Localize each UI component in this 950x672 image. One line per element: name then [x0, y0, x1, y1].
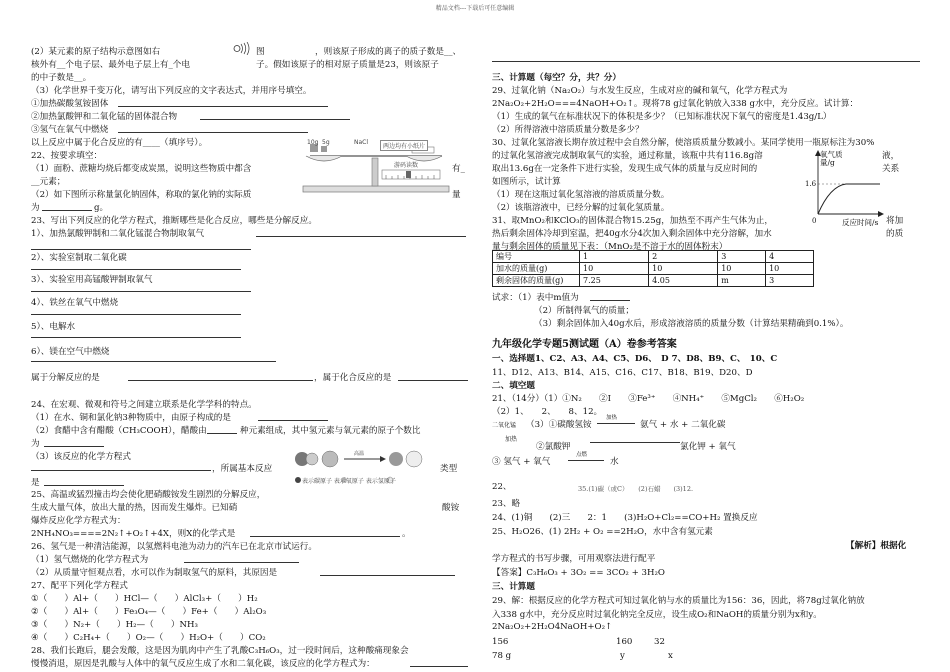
- q24-title: 24、在宏观、微观和符号之间建立联系是化学学科的特点。: [31, 400, 257, 410]
- answer-21-3b-products: 氯化钾 + 氧气: [680, 442, 736, 452]
- answer-21-2: （2）1、 2、 8、12。: [492, 407, 603, 417]
- answer-blank[interactable]: [44, 485, 124, 486]
- q30-text: 30、过氧化氢溶液长期存放过程中会自然分解，使溶质质量分数减小。某同学使用一瓶原标注为30%: [492, 138, 875, 148]
- answer-25-26: 25、H₂O26、(1) 2H₂ + O₂ ==2H₂O，水中含有氢元素: [492, 527, 713, 537]
- answer-choice-1: 一、选择题1、C2、A3、A4、C5、D6、 D 7、D8、B9、C、 10、C: [492, 354, 778, 364]
- ratio-x: x: [668, 651, 673, 661]
- graph-ytick: 1.6: [805, 180, 817, 188]
- answer-blank[interactable]: [31, 470, 211, 471]
- q30-line2: 的过氧化氢溶液完成制取氧气的实验，通过称量，该瓶中共有116.8g溶: [492, 151, 763, 161]
- rider-reading-label: 游码读数: [394, 162, 419, 169]
- table-cell: 10: [718, 263, 766, 275]
- answer-23: 23、略: [492, 499, 521, 509]
- q29-1: （1）生成的氧气在标准状况下的体积是多少？（已知标准状况下氧气的密度是1.43g/L）: [492, 112, 832, 122]
- table-cell: 剩余固体的质量(g): [493, 275, 580, 287]
- q24-3: （3）该反应的化学方程式: [31, 452, 131, 462]
- small-label-heat: 加热: [505, 436, 518, 443]
- answer-blank[interactable]: [258, 420, 328, 421]
- q23-6: 6）、镁在空气中燃烧: [31, 347, 110, 357]
- q21-2-line3: 的中子数是__。: [31, 73, 92, 83]
- table-cell: 10: [580, 263, 649, 275]
- answer-21-3a: （3）①碳酸氢铵: [526, 420, 592, 430]
- q31-line2: 热后剩余固体冷却到室温，把40g水分4次加入剩余固体中充分溶解，加水: [492, 229, 772, 239]
- q24-3d: 是: [31, 478, 40, 488]
- analysis-label: 【解析】根据化: [846, 541, 907, 551]
- table-cell: 3: [718, 251, 766, 263]
- answer-blank[interactable]: [398, 380, 468, 381]
- q31-line3: 量与剩余固体的质量见下表：（MnO₂是不溶于水的固体粉末）: [492, 242, 728, 252]
- table-cell: 1: [580, 251, 649, 263]
- answer-blank[interactable]: [200, 119, 350, 120]
- answer-blank[interactable]: [118, 106, 328, 107]
- q26-title: 26、氢气是一种清洁能源，以氢燃料电池为动力的汽车已在北京市试运行。: [31, 542, 317, 552]
- q27-title: 27、配平下列化学方程式: [31, 581, 128, 591]
- answer-blank[interactable]: [128, 380, 313, 381]
- q25-line2b: 酸铵: [442, 503, 460, 513]
- ratio-y: y: [620, 651, 625, 661]
- answer-blank[interactable]: [42, 210, 92, 211]
- q30-2: （2）该瓶溶液中，已经分解的过氧化氢质量。: [492, 203, 670, 213]
- small-label-mno2: 二氧化锰: [492, 422, 517, 429]
- analysis-text: 学方程式的书写步骤，可用观察法进行配平: [492, 554, 656, 564]
- ratio-156: 156: [492, 637, 509, 647]
- table-cell: 编号: [493, 251, 580, 263]
- q24-2b: 种元素组成，其中氢元素与氧元素的原子个数比: [240, 426, 421, 436]
- calc-section-title: 三、计算题（每空？分，共？分）: [492, 73, 621, 83]
- table-cell: m: [718, 275, 766, 287]
- table-cell: 10: [766, 263, 814, 275]
- answer-29-equation: 2Na₂O₂+2H₂O4NaOH+O₂↑: [492, 622, 613, 632]
- answer-key-title: 九年级化学专题5测试题（A）卷参考答案: [492, 339, 677, 350]
- q24-1: （1）在水、铜和氯化钠3种物质中，由原子构成的是: [31, 413, 231, 423]
- answer-21-1: 21、（14分）（1）①N₂ ②I ③Fe³⁺ ④NH₄⁺ ⑤MgCl₂ ⑥H₂O₂: [492, 394, 805, 404]
- reaction-arrow: [590, 442, 680, 443]
- q23-combination: ，属于化合反应的是: [314, 373, 392, 383]
- weight-label-5g: 5g: [322, 139, 330, 146]
- table-header-row: [493, 251, 814, 263]
- answer-21-3a-products: 氨气 + 水 + 二氧化碳: [640, 420, 726, 430]
- q31-answer-2: （2）所制得氧气的质量；: [534, 306, 634, 316]
- svg-text:高温: 高温: [354, 451, 365, 457]
- table-row: [493, 275, 814, 287]
- answer-blank[interactable]: [118, 132, 308, 133]
- answer-blank[interactable]: [31, 361, 276, 362]
- q23-title: 23、写出下列反应的化学方程式，推断哪些是化合反应，哪些是分解反应。: [31, 216, 317, 226]
- q29-equation: 2Na₂O₂+2H₂O===4NaOH+O₂↑。现将78 g过氧化钠放入338 g水中，充分反应。试计算：: [492, 99, 859, 109]
- answer-21-3b: ②氯酸钾: [536, 442, 571, 452]
- q31-text-b: 将加: [886, 216, 904, 226]
- q25-end: 。: [402, 529, 411, 539]
- ratio-160: 160: [616, 637, 633, 647]
- nacl-label: NaCl: [354, 139, 369, 146]
- graph-xlabel: 反应时间/s: [842, 218, 879, 227]
- answer-blank[interactable]: [44, 446, 104, 447]
- answer-blank[interactable]: [250, 536, 400, 537]
- q30-line2b: 液，: [882, 151, 900, 161]
- arrow-label: 加热: [606, 415, 618, 421]
- q21-2-text-b: 图: [256, 47, 265, 57]
- answer-blank[interactable]: [410, 666, 468, 667]
- q27-eq1: ①（ ）Al+（ ）HCl—（ ）AlCl₃+（ ）H₂: [31, 594, 258, 604]
- table-cell: 10: [649, 263, 718, 275]
- q21-3-title: （3）化学世界千变万化，请写出下列反应的文字表达式，并用序号填空。: [31, 86, 312, 96]
- atom-structure-icon: [231, 42, 251, 55]
- q28-text: 28、我们长跑后，腿会发酸，这是因为肌肉中产生了乳酸C₃H₆O₃，过一段时间后，这种酸痛现象会: [31, 646, 409, 656]
- answer-blank[interactable]: [31, 314, 241, 315]
- table-cell: 4: [766, 251, 814, 263]
- arrow-label: 点燃: [576, 452, 588, 458]
- top-divider: [492, 61, 920, 62]
- weight-label-10g: 10g: [307, 139, 319, 146]
- reaction-arrow: [568, 460, 604, 461]
- answer-blank[interactable]: [320, 575, 455, 576]
- mass-table: [492, 250, 814, 287]
- answer-22: 22、: [492, 482, 512, 492]
- table-cell: 4.05: [649, 275, 718, 287]
- q27-eq3: ③（ ）N₂+（ ）H₂—（ ）NH₃: [31, 620, 198, 630]
- q22-1-text: （1）面粉、蔗糖均烧后都变成炭黑，说明这些物质中都含: [31, 164, 252, 174]
- answer-blank[interactable]: [590, 300, 630, 301]
- answer-28: 【答案】C₃H₆O₃ + 3O₂ == 3CO₂ + 3H₂O: [492, 568, 665, 578]
- header-note: 精品文档---下载后可任意编辑: [435, 5, 515, 12]
- q23-4: 4）、铁丝在氧气中燃烧: [31, 298, 119, 308]
- q23-3: 3）、实验室用高锰酸钾制取氧气: [31, 275, 153, 285]
- reaction-arrow: [597, 423, 635, 424]
- q22-2-line2: 为: [31, 203, 40, 213]
- q22-2-unit: g。: [94, 203, 109, 213]
- answer-21-3c: ③ 氢气 + 氧气: [492, 457, 551, 467]
- q21-3-summary: 以上反应中属于化合反应的有____（填序号）。: [31, 138, 208, 148]
- answer-blank[interactable]: [31, 269, 241, 270]
- answer-blank[interactable]: [184, 562, 299, 563]
- q30-line3b: 关系: [882, 164, 900, 174]
- q29-2: （2）所得溶液中溶质质量分数是多少？: [492, 125, 644, 135]
- answer-22-image-text: 35.(1)碳（或C） (2)石蜡 (3)12.: [578, 485, 694, 493]
- answer-21-3c-product: 水: [610, 457, 619, 467]
- q23-1: 1）、加热氯酸钾制和二氧化锰混合物制取氧气: [31, 229, 205, 239]
- q26-1: （1）氢气燃烧的化学方程式为: [31, 555, 149, 565]
- answer-29-text: 29、解：根据反应的化学方程式可知过氧化钠与水的质量比为156：36，因此，将78g过氧化钠放: [492, 596, 865, 606]
- q22-1-tail: 有_: [452, 164, 465, 174]
- molecule-legend: 表示碳原子 表示氧原子 表示氢原子: [302, 478, 396, 485]
- answer-29-text2: 入338 g水中，充分反应时过氧化钠完全反应，设生成O₂和NaOH的质量分别为x和y。: [492, 610, 822, 620]
- q24-3b: ，所属基本反应: [212, 464, 273, 474]
- answer-choice-2: 11、D12、A13、B14、A15、C16、C17、B18、B19、D20、D: [492, 368, 753, 378]
- answer-24: 24、(1)铜 (2)三 2：1 (3)H₂O+Cl₂==CO+H₂ 置换反应: [492, 513, 758, 523]
- ratio-78g: 78 g: [492, 651, 512, 661]
- answer-blank[interactable]: [256, 236, 466, 237]
- q27-eq4: ④（ ）C₂H₄+（ ）O₂—（ ）H₂O+（ ）CO₂: [31, 633, 266, 643]
- q30-line3: 取出13.6g在一定条件下进行实验，发现生成气体的质量与反应时间的: [492, 164, 758, 174]
- q21-2-text-c: ，则该原子形成的离子的质子数是__、: [315, 47, 462, 57]
- q23-decomp: 属于分解反应的是: [31, 373, 100, 383]
- q22-2-text: （2）如下图所示称量氯化钠固体，称取的氯化钠的实际质: [31, 190, 252, 200]
- ratio-32: 32: [654, 637, 665, 647]
- q30-1: （1）现在这瓶过氧化氢溶液的溶质质量分数。: [492, 190, 670, 200]
- q24-3c: 类型: [440, 464, 458, 474]
- q22-title: 22、按要求填空：: [31, 151, 103, 161]
- q21-2-line2: 核外有__个电子层、最外电子层上有_个电: [31, 60, 190, 70]
- q21-2-line2b: 子。假如该原子的相对原子质量是23，则该原子: [256, 60, 439, 70]
- q23-2: 2）、实验室制取二氧化碳: [31, 253, 127, 263]
- q28-line2: 慢慢消退，原因是乳酸与人体中的氧气反应生成了水和二氧化碳，该反应的化学方程式为：: [31, 659, 375, 669]
- calc-answer-title: 三、计算题: [492, 582, 535, 592]
- graph-ylabel: 氧气质量/g: [820, 150, 843, 168]
- q30-line4: 如图所示，试计算: [492, 177, 561, 187]
- q21-3-item3: ③氢气在氧气中燃烧: [31, 125, 109, 135]
- q31-answer-3: （3）剩余固体加入40g水后，形成溶液溶质的质量分数（计算结果精确到0.1%）。: [534, 319, 849, 329]
- q31-text: 31、取MnO₂和KClO₃的固体混合物15.25g，加热至不再产生气体为止，: [492, 216, 773, 226]
- q24-2: （2）食醋中含有醋酸（CH₃COOH），醋酸由: [31, 426, 207, 436]
- table-cell: 7.25: [580, 275, 649, 287]
- q21-3-item1: ①加热碳酸氢铵固体: [31, 99, 109, 109]
- q25-equation: 2NH₄NO₃====2N₂↑+O₂↑+4X，则X的化学式是: [31, 529, 236, 539]
- answer-blank[interactable]: [31, 337, 241, 338]
- q27-eq2: ②（ ）Al+（ ）Fe₃O₄—（ ）Fe+（ ）Al₂O₃: [31, 607, 267, 617]
- q21-2-text: (2）某元素的原子结构示意图如右: [31, 47, 161, 57]
- fill-section-title: 二、填空题: [492, 381, 535, 391]
- table-row: [493, 263, 814, 275]
- table-cell: 加水的质量(g): [493, 263, 580, 275]
- answer-blank[interactable]: [207, 433, 237, 434]
- q22-1-line2: __元素；: [31, 177, 66, 187]
- q25-text: 25、高温或猛烈撞击均会使化肥硝酸铵发生剧烈的分解反应，: [31, 490, 266, 500]
- q22-2-tail: 量: [452, 190, 461, 200]
- q25-line2: 生成大量气体，放出大量的热，因而发生爆炸。已知硝: [31, 503, 238, 513]
- answer-blank[interactable]: [31, 249, 251, 250]
- q29-text: 29、过氧化钠（Na₂O₂）与水发生反应，生成对应的碱和氧气，化学方程式为: [492, 86, 788, 96]
- q23-5: 5）、电解水: [31, 322, 76, 332]
- q25-line3: 爆炸反应化学方程式为：: [31, 516, 126, 526]
- q26-2: （2）从质量守恒观点看，水可以作为制取氢气的原料，其原因是: [31, 568, 278, 578]
- table-cell: 3: [766, 275, 814, 287]
- paper-note: 两边均有小纸片: [380, 140, 428, 151]
- graph-origin: 0: [812, 217, 817, 225]
- q31-line2b: 的质: [886, 229, 904, 239]
- answer-blank[interactable]: [31, 291, 251, 292]
- q21-3-item2: ②加热氯酸钾和二氧化锰的固体混合物: [31, 112, 178, 122]
- q24-2c: 为: [31, 439, 40, 449]
- q31-answer-1: 试求：（1）表中m值为: [492, 293, 579, 303]
- table-cell: 2: [649, 251, 718, 263]
